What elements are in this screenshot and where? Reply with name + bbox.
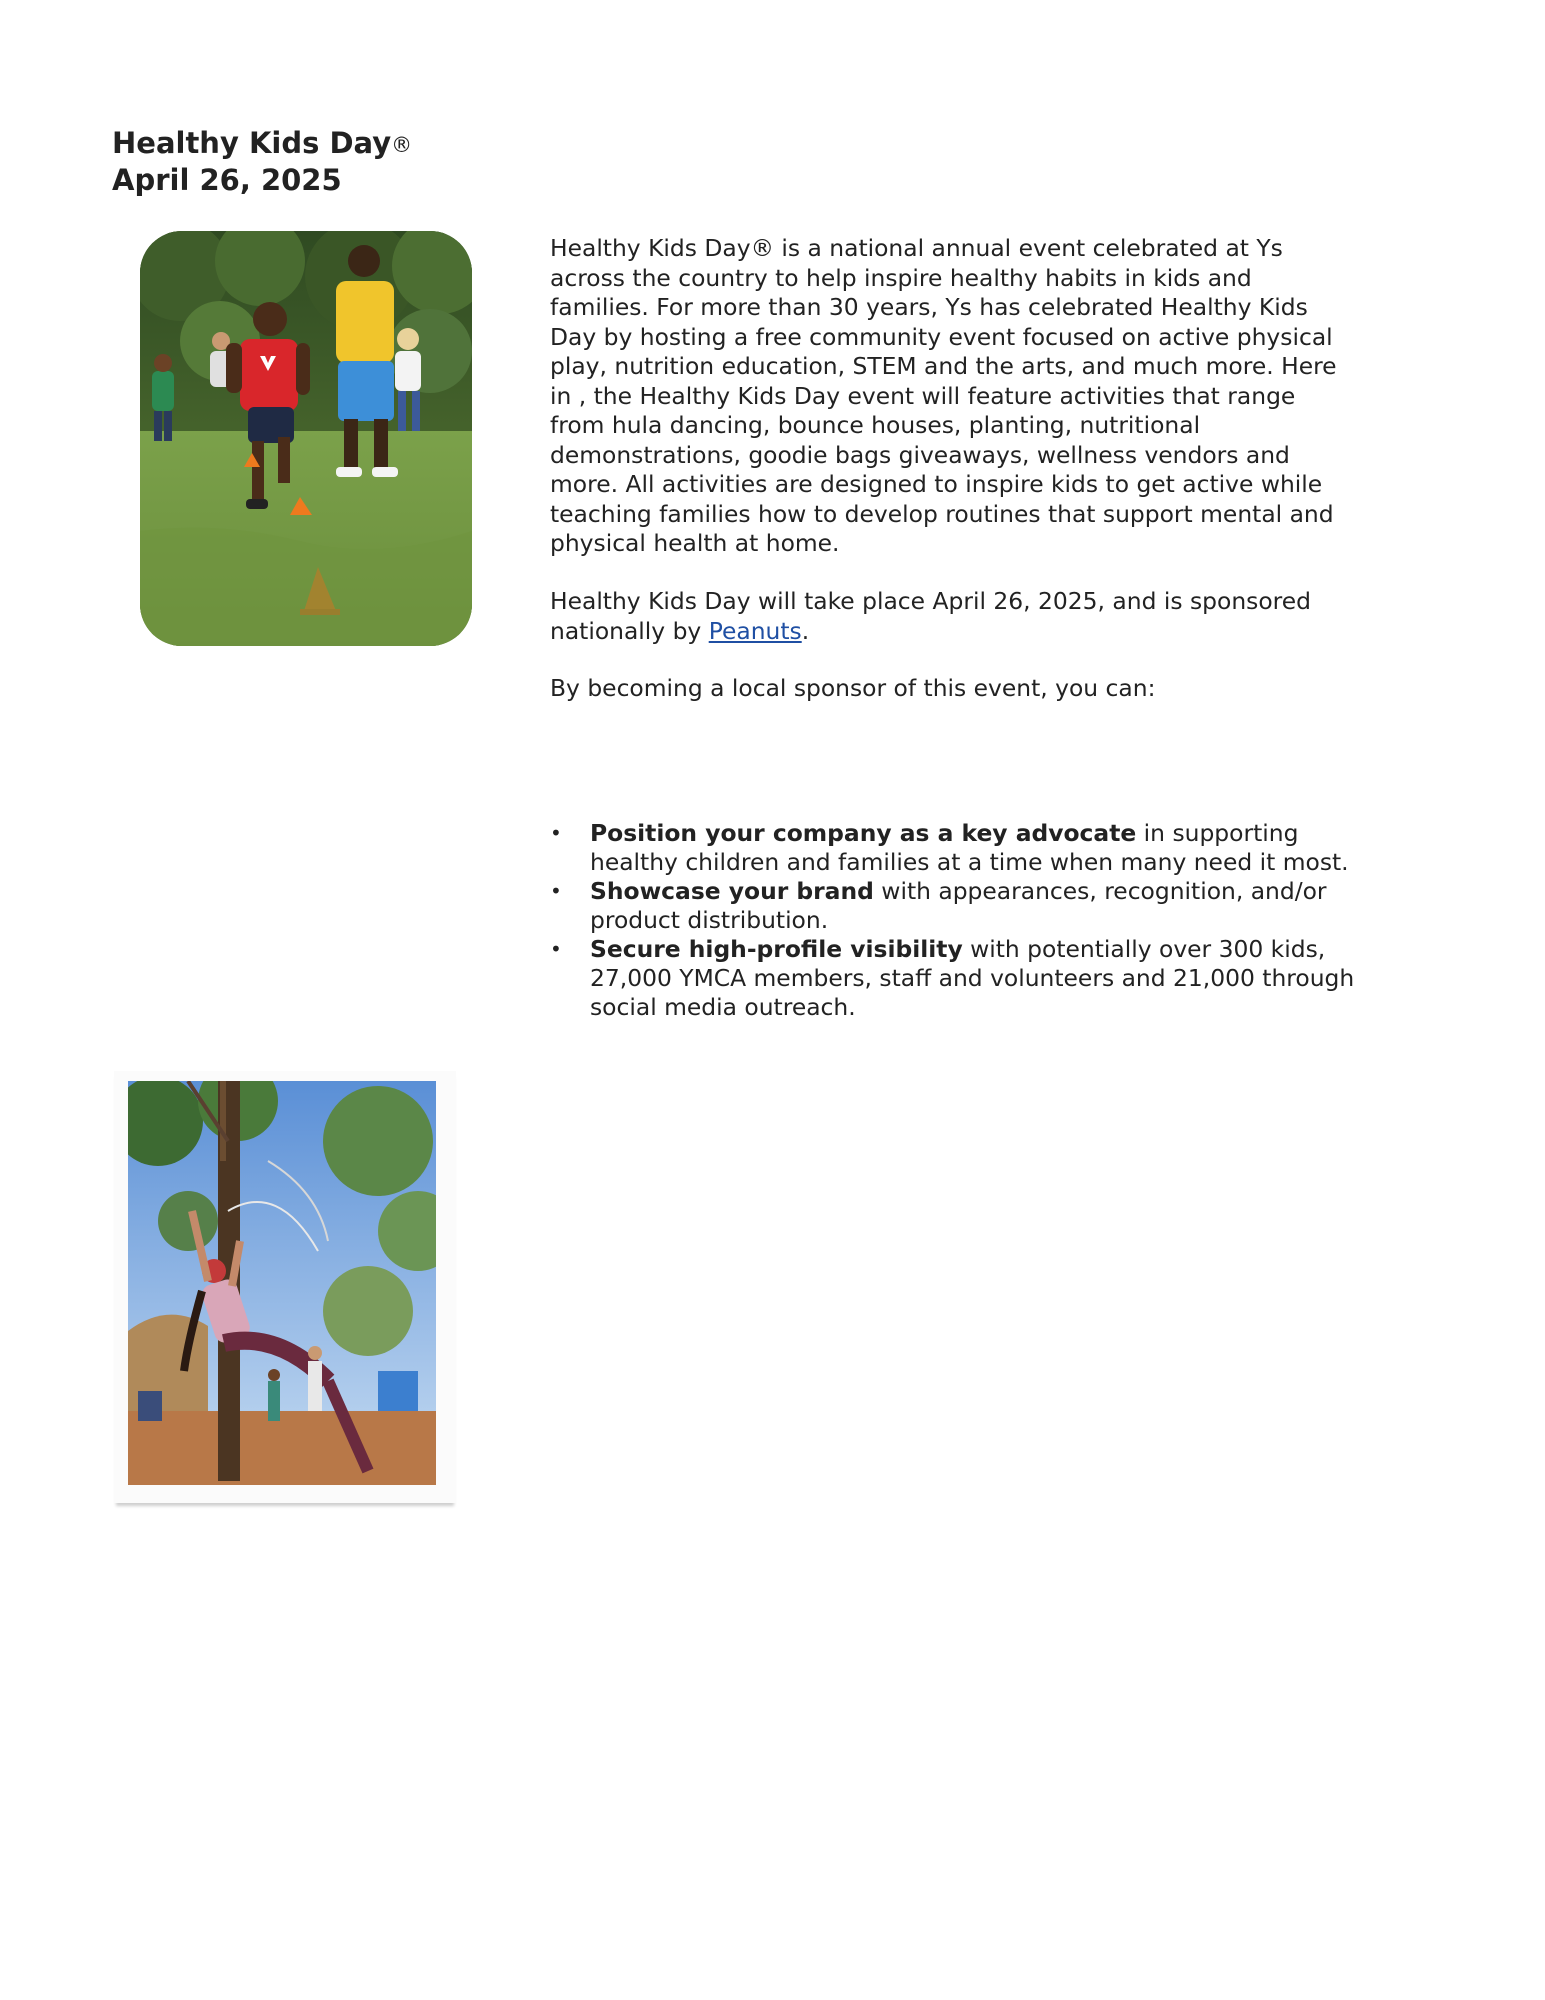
list-item: • Showcase your brand with appearances, recognition, and/or product distribution.	[550, 877, 1327, 934]
list-item: • Position your company as a key advocate in supporting healthy children and families at a time when many need it most.	[550, 819, 1349, 876]
event-date: April 26, 2025	[112, 163, 342, 197]
bullet-icon: •	[550, 821, 562, 845]
bullet-icon: •	[550, 937, 562, 961]
climbing-photo-frame	[114, 1071, 456, 1503]
kids-running-photo	[140, 231, 472, 646]
intro-paragraph: Healthy Kids Day® is a national annual event celebrated at Ys across the country to help inspire healthy habits in kids and families. For more than 30 years, Ys has celebrated Healthy Kids Day by hosting a free community event focused on active physical play, nutrition education, STEM and the arts, and much more. Here in , the Healthy Kids Day event will feature activities that range from hula dancing, bounce houses, planting, nutritional demonstrations, goodie bags giveaways, wellness vendors and more. All activities are designed to inspire kids to get active while teaching families how to develop routines that support mental and physical health at home.	[550, 234, 1337, 557]
girl-climbing-photo	[128, 1081, 436, 1485]
sponsor-benefits-list	[548, 819, 1378, 1022]
date-sponsor-paragraph: Healthy Kids Day will take place April 26, 2025, and is sponsored nationally by Peanuts.	[550, 587, 1311, 645]
sponsor-intro-paragraph: By becoming a local sponsor of this event, you can:	[550, 674, 1156, 702]
event-title: Healthy Kids Day®	[112, 126, 413, 160]
bullet-icon: •	[550, 879, 562, 903]
list-item: • Secure high-profile visibility with potentially over 300 kids, 27,000 YMCA members, staff and volunteers and 21,000 through social media outreach.	[550, 935, 1355, 1021]
registered-mark: ®	[391, 133, 413, 157]
page-heading	[112, 126, 412, 198]
peanuts-link[interactable]: Peanuts	[708, 616, 802, 645]
